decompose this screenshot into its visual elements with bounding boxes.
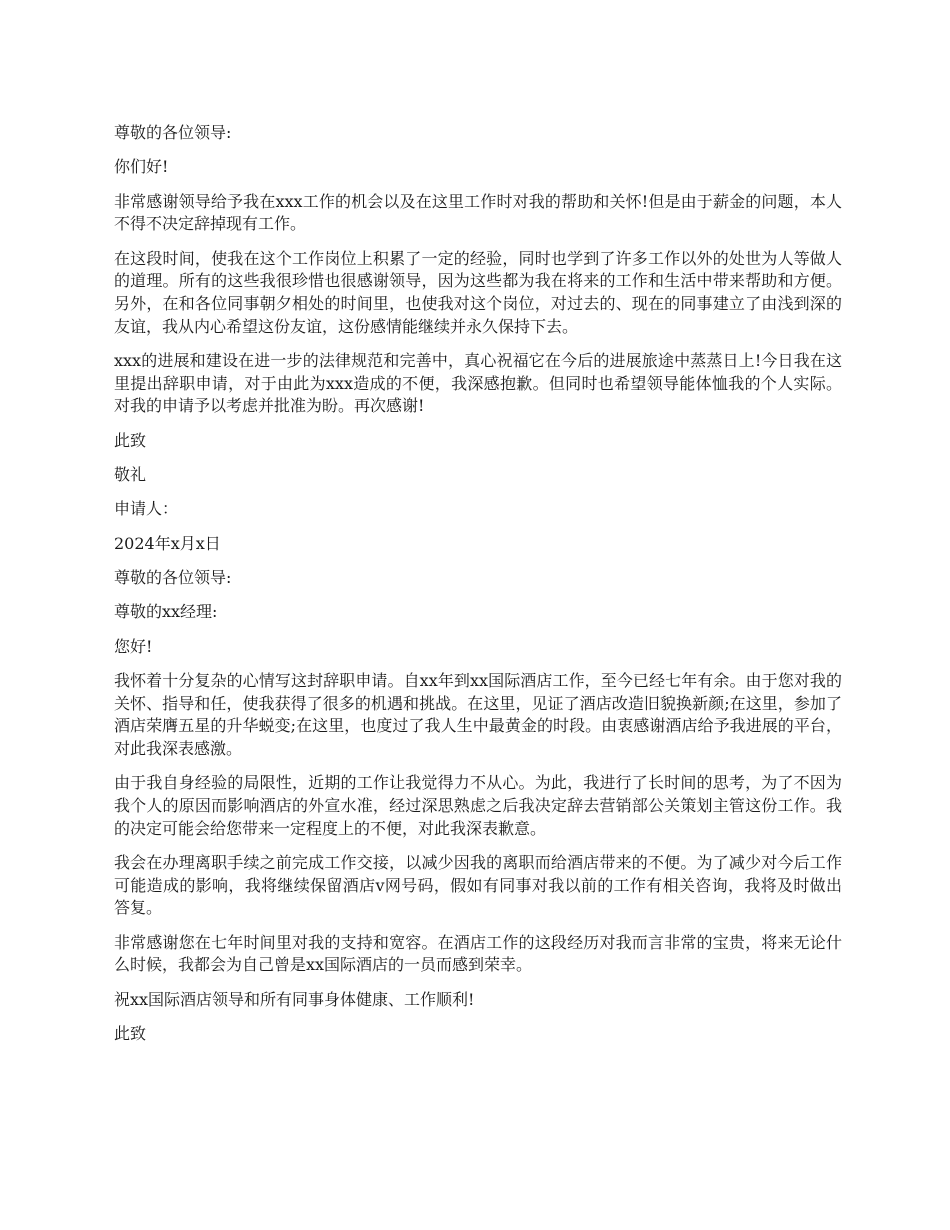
date-line: 2024年x月x日 bbox=[114, 533, 221, 553]
document-page bbox=[114, 122, 842, 1057]
body-paragraph: 在这段时间，使我在这个工作岗位上积累了一定的经验，同时也学到了许多工作以外的处世为人等做人的道理。所有的这些我很珍惜也很感谢领导，因为这些都为我在将来的工作和生活中带来帮助和方便。另外，在和各位同事朝夕相处的时间里，也使我对这个岗位，对过去的、现在的同事建立了由浅到深的友谊，我从内心希望这份友谊，这份感情能继续并永久保持下去。 bbox=[114, 248, 842, 336]
body-paragraph: 我会在办理离职手续之前完成工作交接，以减少因我的离职而给酒店带来的不便。为了减少对今后工作可能造成的影响，我将继续保留酒店v网号码，假如有同事对我以前的工作有相关咨询，我将及时做出答复。 bbox=[114, 853, 842, 918]
body-paragraph: 我怀着十分复杂的心情写这封辞职申请。自xx年到xx国际酒店工作，至今已经七年有余。由于您对我的关怀、指导和任，使我获得了很多的机遇和挑战。在这里，见证了酒店改造旧貌换新颜;在这里，参加了酒店荣膺五星的升华蜕变;在这里，也度过了我人生中最黄金的时段。由衷感谢酒店给予我进展的平台，对此我深表感激。 bbox=[114, 671, 842, 759]
salutation-manager: 尊敬的xx经理: bbox=[114, 602, 218, 622]
wishes-line: 祝xx国际酒店领导和所有同事身体健康、工作顺利! bbox=[114, 989, 475, 1009]
salutation: 尊敬的各位领导: bbox=[114, 568, 232, 588]
body-paragraph: 由于我自身经验的局限性，近期的工作让我觉得力不从心。为此，我进行了长时间的思考，为了不因为我个人的原因而影响酒店的外宣水准，经过深思熟虑之后我决定辞去营销部公关策划主管这份工作。我的决定可能会给您带来一定程度上的不便，对此我深表歉意。 bbox=[114, 773, 842, 838]
applicant-label: 申请人： bbox=[114, 499, 179, 519]
closing-line: 此致 bbox=[114, 430, 147, 450]
greeting: 你们好! bbox=[114, 157, 169, 177]
closing-regards: 敬礼 bbox=[114, 464, 147, 484]
body-paragraph: 非常感谢领导给予我在xxx工作的机会以及在这里工作时对我的帮助和关怀!但是由于薪金的问题，本人不得不决定辞掉现有工作。 bbox=[114, 191, 842, 234]
body-paragraph: xxx的进展和建设在进一步的法律规范和完善中，真心祝福它在今后的进展旅途中蒸蒸日上!今日我在这里提出辞职申请，对于由此为xxx造成的不便，我深感抱歉。但同时也希望领导能体恤我的个人实际。对我的申请予以考虑并批准为盼。再次感谢! bbox=[114, 350, 842, 416]
body-paragraph: 非常感谢您在七年时间里对我的支持和宽容。在酒店工作的这段经历对我而言非常的宝贵，将来无论什么时候，我都会为自己曾是xx国际酒店的一员而感到荣幸。 bbox=[114, 932, 842, 975]
closing-line: 此致 bbox=[114, 1023, 147, 1043]
greeting: 您好! bbox=[114, 636, 153, 656]
salutation: 尊敬的各位领导: bbox=[114, 123, 232, 142]
